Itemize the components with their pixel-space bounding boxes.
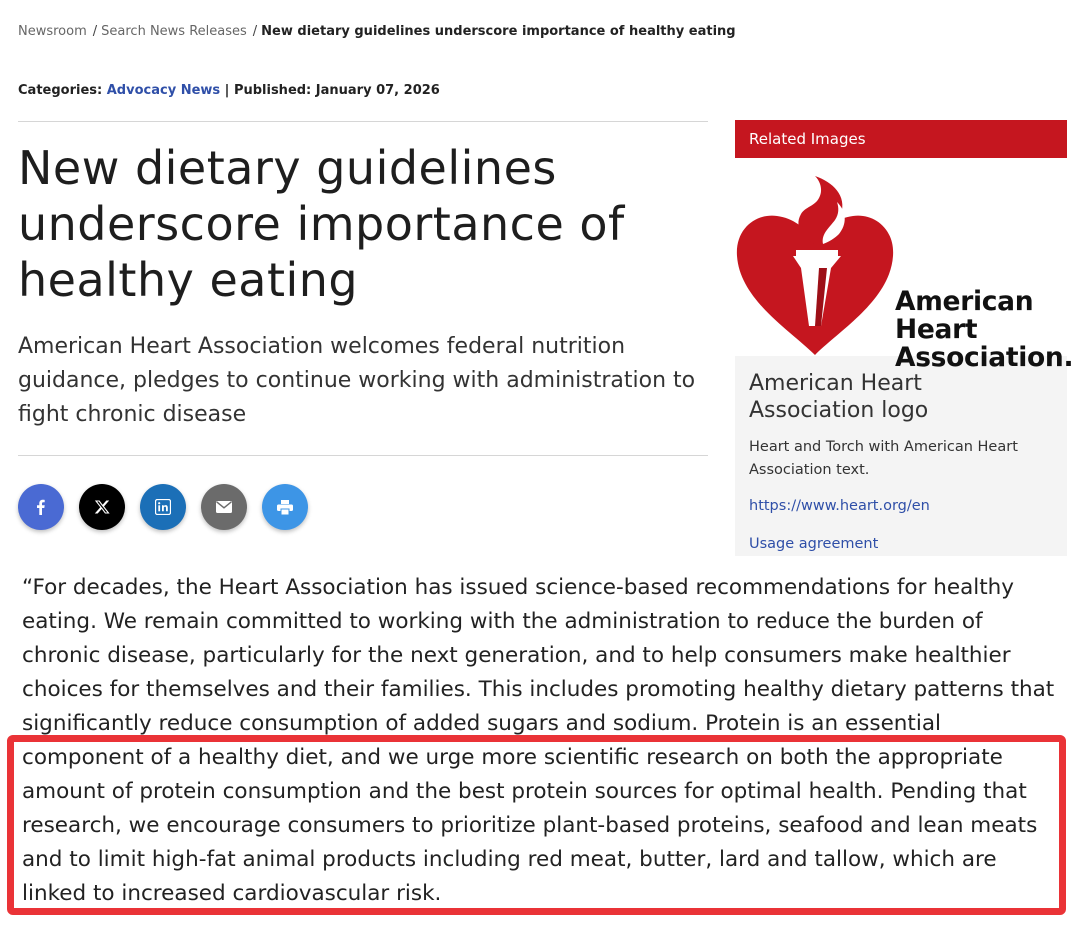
logo-word: Association. xyxy=(895,342,1074,373)
print-share-button[interactable] xyxy=(262,484,308,530)
logo-word: Heart xyxy=(895,314,978,345)
article-body: “For decades, the Heart Association has issued science-based recommendations for healthy eating. We remain committed to working with the administration to reduce the burden of chronic disease, particularly for the next generation, and to help consumers make healthier choices for themselves and their families. This includes promoting healthy dietary patterns that significantly reduce consumption of added sugars and sodium. Protein is an essential component of a healthy diet, and we urge more scientific research on both the appropriate amount of protein consumption and the best protein sources for optimal health. Pending that research, we encourage consumers to prioritize plant-based proteins, seafood and lean meats and to limit high-fat animal products including red meat, butter, lard and tallow, which are linked to increased cardiovascular risk. xyxy=(22,575,1055,906)
breadcrumb-search-link[interactable]: Search News Releases xyxy=(101,24,247,39)
published-date: | Published: January 07, 2026 xyxy=(224,83,440,98)
divider xyxy=(18,121,708,122)
image-info-panel xyxy=(735,356,1067,556)
linkedin-share-button[interactable] xyxy=(140,484,186,530)
facebook-share-button[interactable] xyxy=(18,484,64,530)
related-images-sidebar xyxy=(735,120,1074,556)
breadcrumb-newsroom-link[interactable]: Newsroom xyxy=(18,24,87,39)
breadcrumb xyxy=(18,24,736,39)
category-link[interactable]: Advocacy News xyxy=(106,83,221,98)
categories-label: Categories: xyxy=(18,83,103,98)
email-share-button[interactable] xyxy=(201,484,247,530)
related-images-header: Related Images xyxy=(735,120,1067,158)
image-title: American Heart Association logo xyxy=(749,371,929,423)
print-icon xyxy=(277,500,293,515)
article-meta xyxy=(18,83,440,98)
email-icon xyxy=(216,501,232,513)
article-subhead: American Heart Association welcomes federal nutrition guidance, pledges to continue working with administration to fight chronic disease xyxy=(18,334,696,427)
divider xyxy=(18,455,708,456)
page-title: New dietary guidelines underscore importance of healthy eating xyxy=(18,141,625,307)
logo-wordmark xyxy=(895,288,1073,372)
linkedin-icon xyxy=(155,499,171,515)
usage-agreement-link[interactable]: Usage agreement xyxy=(749,536,879,552)
logo-word: American xyxy=(895,286,1034,317)
x-share-button[interactable] xyxy=(79,484,125,530)
x-icon xyxy=(94,499,110,515)
breadcrumb-separator: / xyxy=(252,24,258,39)
image-description: Heart and Torch with American Heart Association text. xyxy=(749,439,1018,478)
share-bar xyxy=(18,484,308,530)
heart-org-link[interactable]: https://www.heart.org/en xyxy=(749,498,930,514)
breadcrumb-separator: / xyxy=(92,24,98,39)
facebook-icon xyxy=(33,499,49,515)
aha-logo[interactable] xyxy=(735,158,1074,373)
heart-torch-icon xyxy=(735,158,895,356)
breadcrumb-current: New dietary guidelines underscore importance of healthy eating xyxy=(261,24,736,39)
